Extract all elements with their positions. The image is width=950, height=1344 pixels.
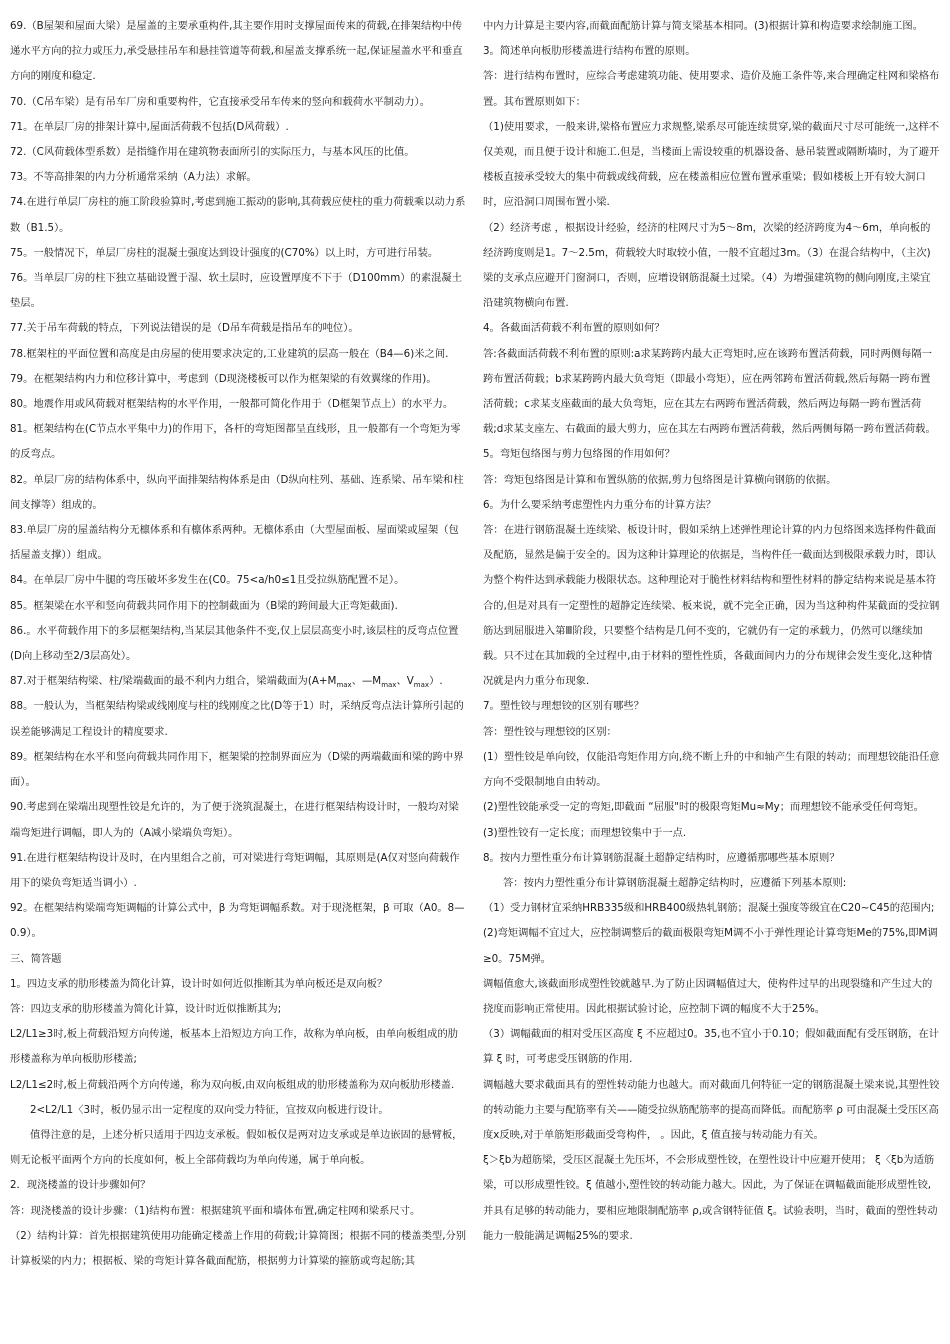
paragraph: 85。框架梁在水平和竖向荷载共同作用下的控制截面为（B梁的跨间最大正弯矩截面). xyxy=(10,599,398,612)
paragraph: (2)塑性铰能承受一定的弯矩,即截面 “屈服"时的极限弯矩Mu≈My；而理想铰不能承受任何弯矩。 xyxy=(483,801,924,814)
paragraph: 82。单层厂房的结构体系中，纵向平面排架结构体系是由（D纵向柱列、基础、连系梁、吊车梁和柱间支撑等）组成的。 xyxy=(10,473,464,511)
paragraph: 79。在框架结构内力和位移计算中，考虑到（D现浇楼板可以作为框架梁的有效翼缘的作用)。 xyxy=(10,372,437,385)
paragraph: 80。地震作用或风荷载对框架结构的水平作用，一般都可简化作用于（D框架节点上）的水平力。 xyxy=(10,398,454,411)
paragraph: 90.考虑到在梁端出现塑性铰是允许的，为了便于浇筑混凝土，在进行框架结构设计时，一般均对梁端弯矩进行调幅，即人为的（A减小梁端负弯矩）。 xyxy=(10,801,459,839)
paragraph: 2<L2/L1〈3时，板仍显示出一定程度的双向受力特征，宜按双向板进行设计。 xyxy=(30,1103,389,1116)
paragraph: 75。一般情况下，单层厂房柱的混凝土强度达到设计强度的(C70%）以上时，方可进行吊装。 xyxy=(10,246,439,259)
paragraph: 调幅值愈大,该截面形成塑性铰就越早.为了防止因调幅值过大，使构件过早的出现裂缝和产生过大的挠度而影响正常使用。因此根据试验讨论，应控制下调的幅度不大于25%。 xyxy=(483,977,933,1015)
paragraph: 89。框架结构在水平和竖向荷载共同作用下，框架梁的控制界面应为（D梁的两端截面和梁的跨中界面）。 xyxy=(10,750,464,789)
paragraph: 答：按内力塑性重分布计算钢筋混凝土超静定结构时，应遵循下列基本原则: xyxy=(503,876,847,889)
paragraph: 答：四边支承的肋形楼盖为简化计算，设计时近似推断其为; xyxy=(10,1002,282,1015)
paragraph: 答：塑性铰与理想铰的区别： xyxy=(483,725,617,738)
paragraph: 答：进行结构布置时，应综合考虑建筑功能、使用要求、造价及施工条件等,来合理确定柱网和梁格布置。其布置原则如下： xyxy=(483,70,940,108)
paragraph: 92。在框架结构梁端弯矩调幅的计算公式中，β 为弯矩调幅系数。对于现浇框架，β 可取（A0。8—0.9）。 xyxy=(10,902,465,940)
paragraph: 答：弯矩包络图是计算和布置纵筋的依据,剪力包络图是计算横向钢筋的依据。 xyxy=(483,473,837,486)
paragraph: 答:各截面活荷载不利布置的原则:a求某跨跨内最大正弯矩时,应在该跨布置活荷载，同时两侧每隔一跨布置活荷载；b求某跨跨内最大负弯矩（即最小弯矩），应在两邻跨布置活荷载,然后每隔一跨布置活荷载；c求某支座截面的最大负弯矩，应在其左右两跨布置活荷载，然后两边每隔一跨布置活荷载;d求某支座左、右截面的最大剪力，应在其左右两跨布置活荷载，然后两侧每隔一跨布置活荷载。 xyxy=(483,347,936,436)
paragraph: 3。简述单向板肋形楼盖进行结构布置的原则。 xyxy=(483,45,696,58)
paragraph: （3）调幅截面的相对受压区高度 ξ 不应超过0。35,也不宜小于0.10；假如截面配有受压钢筋，在计算 ξ 时，可考虑受压钢筋的作用. xyxy=(483,1028,939,1066)
paragraph: 70.（C吊车梁）是有吊车厂房和重要构件，它直接承受吊车传来的竖向和载荷水平制动力）。 xyxy=(10,95,430,108)
paragraph: 74.在进行单层厂房柱的施工阶段验算时,考虑到施工振动的影响,其荷载应使柱的重力荷载乘以动力系数（B1.5）。 xyxy=(10,196,466,234)
paragraph: （1)使用要求，一般来讲,梁格布置应力求规整,梁系尽可能连续贯穿,梁的截面尺寸尽可能统一,这样不仅美观，而且便于设计和施工.但是，当楼面上需设较重的机器设备、悬吊装置或隔断墙时，为了避开楼板直接承受较大的集中荷载或线荷载，应在楼盖相应位置布置承重梁；假如楼板上开有较大洞口时，应沿洞口周围布置小梁. xyxy=(483,120,940,209)
paragraph: 71。在单层厂房的排架计算中,屋面活荷载不包括(D风荷载）. xyxy=(10,120,289,133)
paragraph: （2）结构计算：首先根据建筑使用功能确定楼盖上作用的荷载;计算简图；根据不同的楼盖类型,分别计算板梁的内力；根据板、梁的弯矩计算各截面配筋，根据剪力计算梁的箍筋或弯起筋;其 xyxy=(10,1229,467,1267)
paragraph: 76。当单层厂房的柱下独立基础设置于湿、软土层时，应设置厚度不下于（D100mm）的素混凝土垫层。 xyxy=(10,272,463,310)
paragraph: 69.（B屋架和屋面大梁）是屋盖的主要承重构件,其主要作用时支撑屋面传来的荷载,在排架结构中传递水平方向的拉力或压力,承受悬挂吊车和悬挂管道等荷载,和屋盖支撑系统一起,保证屋盖水平和垂直方向的刚度和稳定. xyxy=(10,20,463,83)
paragraph: 答：在进行钢筋混凝土连续梁、板设计时，假如采纳上述弹性理论计算的内力包络图来选择构件截面及配筋，显然是偏于安全的。因为这种计算理论的依据是，当构件任一截面达到极限承载力时，即认为整个构件达到承载能力极限状态。这种理论对于脆性材料结构和塑性材料的静定结构来说是基本符合的,但是对具有一定塑性的超静定连续梁、板来说，就不完全正确，因为当这种构件某截面的受拉钢筋达到屈服进入第Ⅲ阶段，只要整个结构是几何不变的，它就仍有一定的承载力，仍然可以继续加载。只不过在其加载的全过程中,由于材料的塑性性质，各截面间内力的分布规律会发生变化,这种情况就是内力重分布现象. xyxy=(483,524,940,688)
paragraph: 84。在单层厂房中牛腿的弯压破坏多发生在(C0。75<a/h0≤1且受拉纵筋配置不足）。 xyxy=(10,574,405,587)
paragraph: （1）受力钢材宜采纳HRB335级和HRB400级热轧钢筋；混凝土强度等级宜在C20~C45的范围内; xyxy=(483,902,935,915)
paragraph: 88。一般认为，当框架结构梁或线刚度与柱的线刚度之比(D等于1）时，采纳反弯点法计算所引起的误差能够满足工程设计的精度要求. xyxy=(10,700,464,738)
paragraph: 73。不等高排架的内力分析通常采纳（A力法）求解。 xyxy=(10,171,257,184)
paragraph: 5。弯矩包络图与剪力包络图的作用如何？ xyxy=(483,448,675,461)
paragraph: 8。按内力塑性重分布计算钢筋混凝土超静定结构时，应遵循那哪些基本原则？ xyxy=(483,851,840,864)
paragraph: 83.单层厂房的屋盖结构分无檩体系和有檩体系两种。无檩体系由（大型屋面板、屋面梁或屋架（包括屋盖支撑））组成。 xyxy=(10,524,459,562)
paragraph: ξ＞ξb为超筋梁，受压区混凝土先压坏，不会形成塑性铰，在塑性设计中应避开使用； ξ〈ξb为适筋梁，可以形成塑性铰。ξ 值越小,塑性铰的转动能力越大。因此，为了保证在调幅截面能形成塑性铰,并具有足够的转动能力，要相应地限制配筋率 ρ,或含钢特征值 ξ。试验表明，当时，截面的塑性转动能力一般能满足调幅25%的要求. xyxy=(483,1154,938,1242)
paragraph: 91.在进行框架结构设计及时，在内里组合之前，可对梁进行弯矩调幅，其原则是(A仅对竖向荷载作用下的梁负弯矩适当调小）. xyxy=(10,851,460,889)
paragraph: 值得注意的是，上述分析只适用于四边支承板。假如板仅是两对边支承或是单边嵌固的悬臂板，则无论板平面两个方向的长度如何，板上全部荷载均为单向传递，属于单向板。 xyxy=(10,1128,463,1167)
paragraph: L2/L1≤2时,板上荷载沿两个方向传递，称为双向板,由双向板组成的肋形楼盖称为双向板肋形楼盖. xyxy=(10,1078,455,1091)
paragraph: （2）经济考虑 ，根据设计经验，经济的柱网尺寸为5～8m，次梁的经济跨度为4～6m，单向板的经济跨度则是1。7～2.5m，荷载较大时取较小值，一般不宜超过3m。（3）在混合结构中，（主次)梁的支承点应避开门窗洞口，否则，应增设钢筋混凝土过梁。（4）为增强建筑物的侧向刚度,主梁宜沿建筑物横向布置. xyxy=(483,221,931,310)
paragraph: 三、简答题 xyxy=(10,952,62,965)
paragraph: (2)弯矩调幅不宜过大，应控制调整后的截面极限弯矩M调不小于弹性理论计算弯矩Me的75%,即M调≥0。75M弹。 xyxy=(483,927,938,965)
paragraph: 调幅越大要求截面具有的塑性转动能力也越大。而对截面几何特征一定的钢筋混凝土梁来说,其塑性铰的转动能力主要与配筋率有关——随受拉纵筋配筋率的提高而降低。而配筋率 ρ 可由混凝土受压区高度x反映,对于单筋矩形截面受弯构件， 。因此，ξ 值直接与转动能力有关。 xyxy=(483,1078,940,1141)
paragraph: 4。各截面活荷载不利布置的原则如何？ xyxy=(483,322,665,335)
paragraph: 2．现浇楼盖的设计步骤如何？ xyxy=(10,1179,151,1192)
paragraph: 87.对于框架结构梁、柱/梁端截面的最不利内力组合，梁端截面为($A+M_{max}$、$—M_{max}$、$V_{max}$）. xyxy=(10,675,443,690)
right-text-column xyxy=(483,14,940,1344)
paragraph: 78.框架柱的平面位置和高度是由房屋的使用要求决定的,工业建筑的层高一般在（B4—6)米之间. xyxy=(10,347,449,360)
paragraph: (3)塑性铰有一定长度；而理想铰集中于一点. xyxy=(483,826,687,839)
paragraph: 7。塑性铰与理想铰的区别有哪些？ xyxy=(483,700,645,713)
paragraph: 答：现浇楼盖的设计步骤：（1)结构布置：根据建筑平面和墙体布置,确定柱网和梁系尺寸。 xyxy=(10,1204,421,1217)
paragraph: 1。四边支承的肋形楼盖为简化计算，设计时如何近似推断其为单向板还是双向板？ xyxy=(10,977,388,990)
paragraph: 86.。水平荷载作用下的多层框架结构,当某层其他条件不变,仅上层层高变小时,该层柱的反弯点位置(D向上移动至2/3层高处）。 xyxy=(10,624,459,663)
paragraph: 中内力计算是主要内容,而截面配筋计算与简支梁基本相同。(3)根据计算和构造要求绘制施工图。 xyxy=(483,20,924,32)
paragraph: 77.关于吊车荷载的特点，下列说法错误的是（D吊车荷载是指吊车的吨位）。 xyxy=(10,322,359,335)
paragraph: 72.（C风荷载体型系数）是指缝作用在建筑物表面所引的实际压力，与基本风压的比值。 xyxy=(10,146,415,159)
left-text-column xyxy=(10,14,467,1344)
paragraph: L2/L1≥3时,板上荷载沿短方向传递，板基本上沿短边方向工作，故称为单向板，由单向板组成的肋形楼盖称为单向板肋形楼盖; xyxy=(10,1028,459,1066)
paragraph: (1）塑性铰是单向铰，仅能沿弯矩作用方向,绕不断上升的中和轴产生有限的转动；而理想铰能沿任意方向不受限制地自由转动。 xyxy=(483,750,940,789)
paragraph: 6。为什么要采纳考虑塑性内力重分布的计算方法？ xyxy=(483,498,717,511)
paragraph: 81。框架结构在(C节点水平集中力)的作用下，各杆的弯矩图都呈直线形，且一般都有一个弯矩为零的反弯点。 xyxy=(10,423,461,461)
